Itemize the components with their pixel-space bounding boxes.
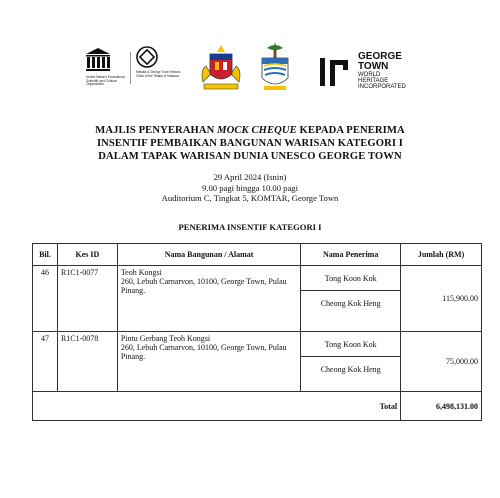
title-line-2: INSENTIF PEMBAIKAN BANGUNAN WARISAN KATEGORI I (96, 138, 404, 149)
table-row (33, 332, 482, 392)
melaka-georgetown-logo (136, 46, 186, 94)
title-line-3: DALAM TAPAK WARISAN DUNIA UNESCO GEORGE TOWN (98, 151, 402, 162)
event-date: 29 April 2024 (Isnin) (213, 172, 287, 182)
gtwhi-word-world: WORLD (358, 72, 381, 78)
unesco-logo (86, 48, 130, 92)
row-recipients (301, 266, 401, 332)
header-nama-penerima: Nama Penerima (301, 244, 401, 266)
row-amount: 75,000.00 (401, 332, 482, 392)
mock-cheque-text: MOCK CHEQUE (217, 125, 297, 136)
total-value: 6,498,131.00 (401, 392, 482, 421)
event-details (0, 172, 500, 204)
recipient-name: Tong Koon Kok (301, 332, 400, 357)
building-name: Teoh Kongsi (120, 268, 162, 277)
gtwhi-word-heritage: HERITAGE (358, 78, 389, 84)
recipients-heading: PENERIMA INSENTIF KATEGORI I (178, 222, 322, 232)
row-kes-id: R1C1-0077 (57, 266, 117, 332)
recipients-table (32, 243, 482, 421)
event-time: 9.00 pagi hingga 10.00 pagi (202, 182, 298, 193)
building-name: Pintu Gerbang Teoh Kongsi (120, 334, 211, 343)
table-header-row (33, 244, 482, 266)
row-bil: 46 (33, 266, 58, 332)
unesco-label: United Nations Educational, Scientific and Cultural Organization (86, 75, 126, 87)
row-amount: 115,900.00 (401, 266, 482, 332)
row-building-address (117, 266, 300, 332)
header-bil: Bil. (33, 244, 58, 266)
unesco-temple-icon (86, 48, 110, 74)
recipient-name: Tong Koon Kok (301, 266, 400, 291)
gtwhi-word-incorporated: INCORPORATED (358, 84, 406, 90)
gtwhi-word-town: TOWN (358, 61, 389, 72)
row-building-address (117, 332, 300, 392)
malaysia-crest-icon (198, 44, 244, 92)
malaysia-coat-of-arms (198, 44, 244, 92)
row-kes-id: R1C1-0078 (57, 332, 117, 392)
table-row (33, 266, 482, 332)
header-kes-id: Kes ID (57, 244, 117, 266)
logo-bar (86, 38, 446, 98)
gtwhi-word-george: GEORGE (358, 51, 402, 62)
title-line-1: MAJLIS PENYERAHAN MOCK CHEQUE KEPADA PENERIMA (95, 125, 405, 136)
recipient-name: Cheong Kok Heng (320, 298, 381, 308)
header-nama-bangunan: Nama Bangunan / Alamat (117, 244, 300, 266)
building-address: 260, Lebuh Carnarvon, 10100, George Town, Pulau Pinang. (120, 343, 287, 361)
event-venue: Auditorium C, Tingkat 5, KOMTAR, George Town (161, 193, 339, 203)
row-bil: 47 (33, 332, 58, 392)
penang-crest-icon (258, 40, 292, 94)
event-title (0, 124, 500, 163)
recipient-name: Cheong Kok Heng (320, 364, 381, 374)
header-jumlah: Jumlah (RM) (401, 244, 482, 266)
melaka-georgetown-label: Melaka & George Town Historic Cities of the Straits of Malacca (136, 70, 181, 78)
row-recipients (301, 332, 401, 392)
gtwhi-logo (318, 52, 448, 92)
logo-divider (130, 52, 131, 84)
gtwhi-wordmark (358, 52, 406, 90)
total-label: Total (33, 392, 401, 421)
world-heritage-emblem-icon (136, 46, 158, 68)
total-row (33, 392, 482, 421)
penang-state-crest (258, 40, 292, 94)
building-address: 260, Lebuh Carnarvon, 10100, George Town, Pulau Pinang. (120, 277, 287, 295)
